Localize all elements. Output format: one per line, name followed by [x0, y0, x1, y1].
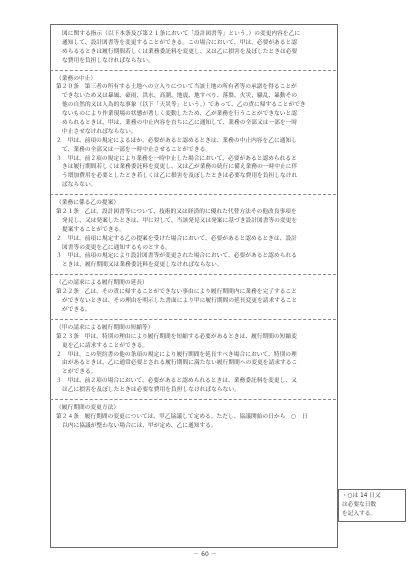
section-divider [50, 70, 336, 71]
text-line: ３ 甲は、前２項の規定により業務を一時中止した場合において、必要があると認められると [56, 155, 297, 162]
section-divider [50, 274, 336, 275]
text-line: 第２０条 第三者の所有する土地への立入りについて当該土地の所有者等の承諾を得ることが [56, 84, 297, 91]
text-line: 他の自然的又は人為的な事象（以下「天災等」という。）であって、乙の責に帰することができ [62, 102, 306, 109]
text-line: 発見し、又は発案したときは、甲に対して、当該発見又は発案に基づき設計図書等の変更を [62, 217, 298, 224]
text-line: ３ 甲は、前２項の場合において、必要があると認められるときは、業務委託料を変更し、又 [56, 378, 297, 385]
text-line: ときは、履行期間又は業務委託料を変更しなければならない。 [62, 262, 223, 269]
article-heading: （甲の請求による履行期間の短縮等） [56, 324, 154, 331]
text-line: ２ 甲は、前項に規定する乙の提案を受けた場合において、必要があると認めるときは、設計 [56, 235, 297, 242]
margin-note-line: は必要な日数 [342, 502, 377, 508]
page-number: － 60 － [193, 551, 217, 558]
text-line: は乙に損害を及ぼしたときは必要な費用を負担しなければならない。 [62, 387, 240, 394]
text-line: とができる。 [62, 369, 97, 376]
text-line: 由があるときは、乙に通常必要とされる履行期間に満たない履行期間への変更を請求するこ [62, 360, 298, 367]
text-line: 更を乙に請求することができる。 [62, 342, 149, 349]
text-line: 以内に協議が整わない場合には、甲が定め、乙に通知する。 [62, 422, 217, 429]
text-line: ２ 甲は、前項の規定によるほか、必要があると認めるときは、業務の中止内容を乙に通知し [56, 137, 297, 144]
text-line: ２ 甲は、この契約書の他の条項の規定により履行期間を延長すべき場合において、特別の理 [56, 351, 297, 358]
text-line: 通知して、設計図書等を変更することができる。この場合において、甲は、必要があると認 [62, 39, 298, 46]
text-line: な費用を負担しなければならない。 [62, 57, 154, 64]
text-line: ができる。 [62, 306, 91, 313]
section-divider [50, 319, 336, 320]
text-line: 第２１条 乙は、設計図書等について、技術的又は経済的に優れた代替方法その他改良事項を [56, 209, 297, 216]
article-heading: （乙の請求による履行期間の延長） [56, 280, 148, 287]
text-line: 第２４条 履行期間の変更については、甲乙協議して定める。ただし、協議開始の日から ○ 日 [56, 413, 308, 420]
margin-note [338, 489, 406, 522]
article-heading: （履行期間の変更方法） [56, 404, 120, 411]
text-line: ３ 甲は、前項の規定により設計図書等が変更された場合において、必要があると認められる [56, 253, 297, 260]
text-line: ばならない。 [62, 182, 97, 189]
contract-body [56, 30, 332, 431]
text-line: めらるるときは履行期間若しくは業務委託料を変更し、又は乙に損害を及ぼしたときは必要 [62, 48, 298, 55]
text-line: きは履行期間若しくは業務委託料を変更し、又は乙が業務の続行に備え業務の一時中止に伴 [62, 164, 298, 171]
text-line: ができないときは、その理由を明示した書面により甲に履行期間の延長変更を請求すること [62, 298, 298, 305]
article-heading: （業務の中止） [56, 75, 97, 82]
text-line: 第２２条 乙は、その責に帰することができない事由により履行期間内に業務を完了すること [56, 289, 297, 296]
article-heading: （業務に係る乙の提案） [56, 200, 120, 207]
margin-note-line: ・○は 14 日又 [342, 493, 381, 499]
text-line: 中止させなければならない。 [62, 128, 137, 135]
text-line: 第２３条 甲は、特別の理由により履行期間を短縮する必要があるときは、履行期間の短縮変 [56, 333, 297, 340]
text-line: て、業務の全部又は一部を一時中止させることができる。 [62, 146, 212, 153]
text-line: められるときは、甲は、業務の中止内容を直ちに乙に通知して、業務の全部又は一部を一時 [62, 120, 298, 127]
text-line: 図に関する指示（以下本条及び第２１条において「設計図書等」という。）の変更内容を乙に [62, 31, 301, 37]
text-line: できないため又は暴風、豪雨、洪水、高潮、地震、地すべり、落盤、火災、騒乱、暴動その [62, 93, 298, 100]
section-divider [50, 194, 336, 195]
text-line: う増加費用を必要としたとき若しくは乙に損害を及ぼしたときは必要な費用を負担しなけれ [62, 173, 298, 180]
section-divider [50, 399, 336, 400]
margin-note-line: を記入する。 [342, 511, 377, 517]
text-line: 図書等の変更を乙に通知するものとする。 [62, 244, 172, 251]
text-line: 提案することができる。 [62, 226, 126, 233]
text-line: ないものにより作業現場の状態が著しく変動したため、乙が業務を行うことができないと認 [62, 111, 298, 118]
